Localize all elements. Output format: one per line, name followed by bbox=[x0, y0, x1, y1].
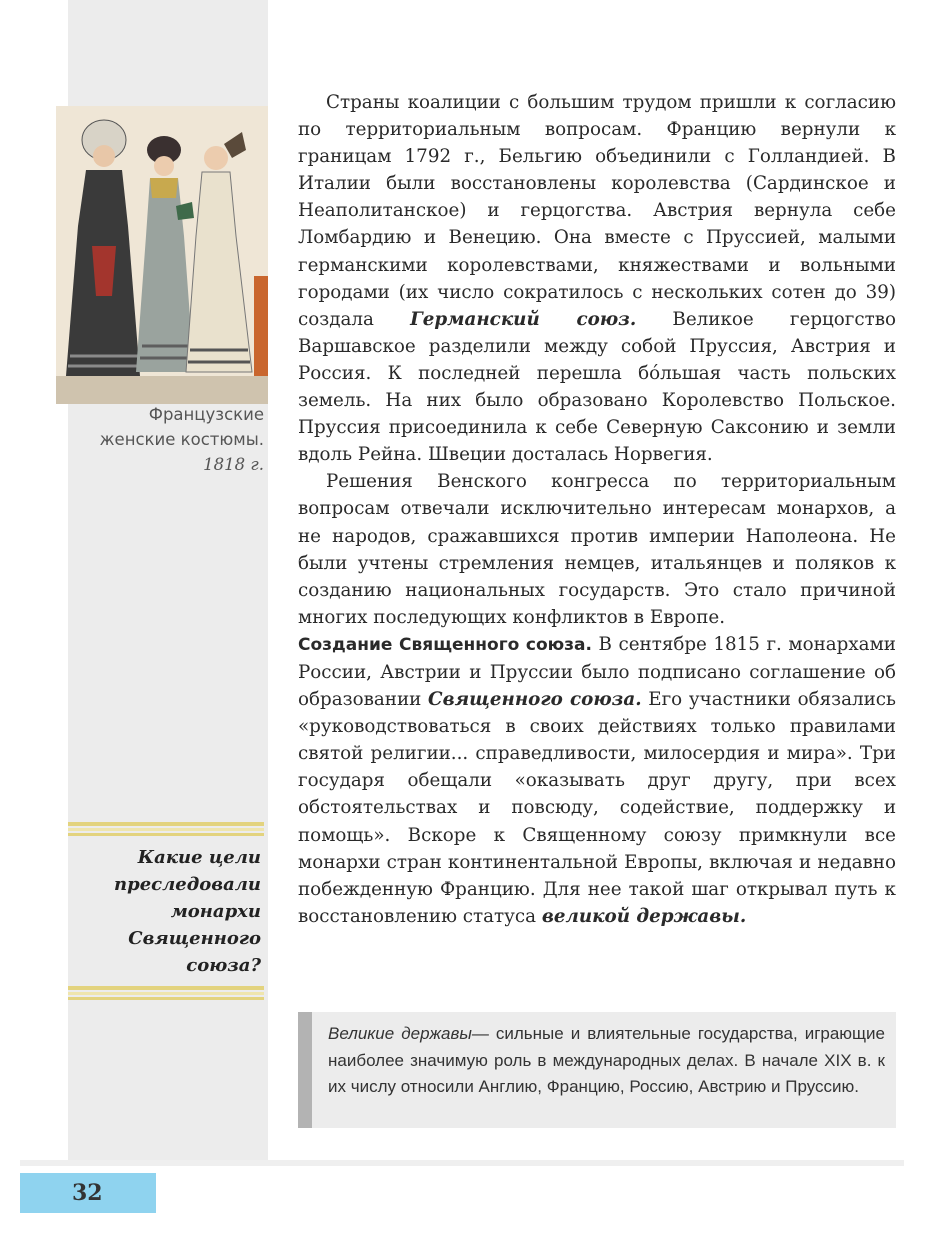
french-costumes-illustration bbox=[56, 106, 268, 404]
question-line: Священного bbox=[128, 928, 261, 949]
section-heading: Создание Священного союза. bbox=[298, 634, 592, 655]
paragraph-territorial bbox=[298, 89, 896, 468]
definition-body: — сильные и влиятельные государства, играющие наиболее значимую роль в международных делах. В начале XIX в. к их числу относили Англию, Францию, Россию, Австрию и Пруссию. bbox=[328, 1024, 885, 1096]
definition-box bbox=[298, 1012, 896, 1128]
paragraph-text: Его участники обязались «руководствоваться в своих действиях только правилами святой религии... справедливости, милосердия и мира». Три государя обещали «оказывать друг другу, при всех обстоятельствах и повсюду, содействие, поддержку и помощь». Вскоре к Священному союзу примкнули все монархи стран континентальной Европы, включая и недавно побежденную Францию. Для нее такой шаг открывал путь к восстановлению статуса bbox=[298, 689, 896, 927]
term-great-power: великой державы. bbox=[541, 905, 747, 927]
main-text bbox=[298, 89, 896, 930]
definition-bar bbox=[298, 1012, 312, 1128]
caption-year: 1818 г. bbox=[203, 455, 264, 474]
question-divider-bottom bbox=[68, 986, 264, 1000]
question-line: монархи bbox=[170, 901, 261, 922]
term-holy-alliance: Священного союза. bbox=[428, 689, 642, 711]
caption-line-1: Французские bbox=[148, 405, 264, 424]
page-number: 32 bbox=[20, 1173, 156, 1213]
illustration-drawing bbox=[56, 106, 268, 404]
question-line: преследовали bbox=[114, 874, 261, 895]
paragraph-holy-alliance bbox=[298, 631, 896, 930]
paragraph-congress-decisions: Решения Венского конгресса по территориальным вопросам отвечали исключительно интересам монархов, а не народов, сражавшихся против империи Наполеона. Не были учтены стремления немцев, итальянцев и поляков к созданию национальных государств. Это стало причиной многих последующих конфликтов в Европе. bbox=[298, 471, 896, 628]
review-question bbox=[68, 844, 261, 979]
question-divider-top bbox=[68, 822, 264, 836]
caption-line-2: женские костюмы. bbox=[99, 430, 264, 449]
illustration-caption bbox=[68, 402, 264, 477]
paragraph-text: В сентябре 1815 г. монархами России, Австрии и Пруссии было подписано соглашение об образовании bbox=[298, 633, 896, 711]
question-line: союза? bbox=[186, 955, 261, 976]
paragraph-text: Страны коалиции с большим трудом пришли к согласию по территориальным вопросам. Францию вернули к границам 1792 г., Бельгию объединили с Голландией. В Италии были восстановлены королевства (Сардинское и Неаполитанское) и герцогства. Австрия вернула себе Ломбардию и Венецию. Она вместе с Пруссией, малыми германскими королевствами, княжествами и вольными городами (их число сократилось с нескольких сотен до 39) создала bbox=[298, 92, 896, 330]
paragraph-text: Великое герцогство Варшавское разделили между собой Пруссия, Австрия и Россия. К последней перешла бóльшая часть польских земель. На них было образовано Королевство Польское. Пруссия присоединила к себе Северную Саксонию и земли вдоль Рейна. Швеции досталась Норвегия. bbox=[298, 308, 897, 466]
definition-text bbox=[328, 1021, 885, 1101]
footer-divider bbox=[20, 1160, 904, 1166]
definition-term: Великие державы bbox=[328, 1024, 472, 1043]
question-line: Какие цели bbox=[137, 847, 261, 868]
term-german-union: Германский союз. bbox=[410, 308, 637, 330]
